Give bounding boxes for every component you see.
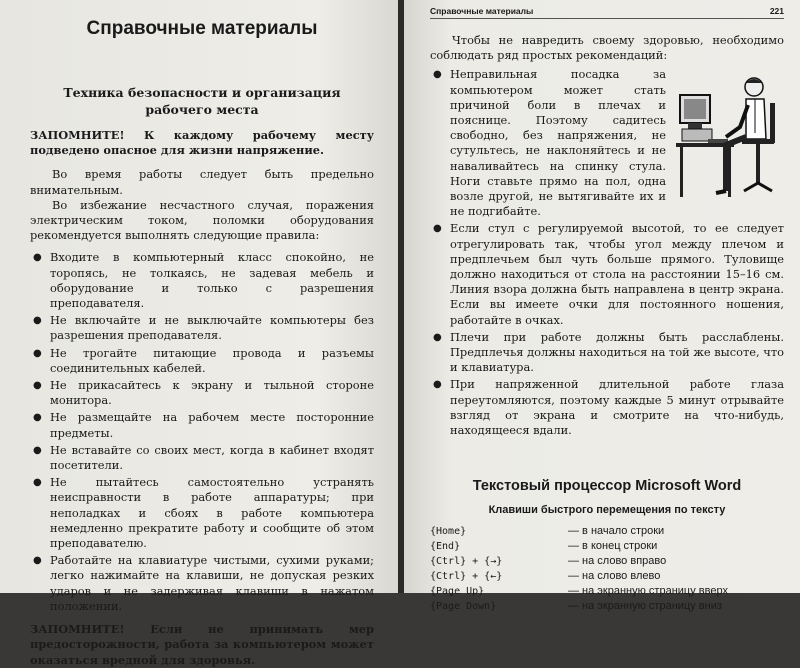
person-at-computer-icon	[674, 73, 784, 203]
running-head-title: Справочные материалы	[430, 6, 534, 16]
bullet-icon: ●	[433, 69, 442, 81]
shortcut-key: {Ctrl} + {→}	[430, 556, 503, 568]
bullet-icon: ●	[33, 315, 42, 327]
table-row	[430, 569, 728, 584]
list-item	[30, 553, 374, 614]
bullet-icon: ●	[33, 347, 42, 359]
list-item	[30, 378, 374, 408]
section-title-word: Текстовый процессор Microsoft Word	[472, 478, 742, 495]
health-tips-list	[430, 67, 784, 438]
list-item	[30, 346, 374, 376]
section-title-line-2: рабочего места	[145, 102, 259, 117]
bullet-icon: ●	[33, 477, 42, 489]
bullet-icon: ●	[33, 555, 42, 567]
remember-note-1: ЗАПОМНИТЕ! К каждому рабочему месту подведено опасное для жизни напряжение.	[30, 128, 374, 158]
list-item-text: При напряженной длительной работе глаза переутомляются, поэтому каждые 5 минут отрывайте взгляд от экрана и смотрите на что-нибудь, находящееся вдали.	[450, 377, 784, 438]
paragraph-attention: Во время работы следует быть предельно внимательным.	[30, 167, 374, 197]
bullet-icon: ●	[33, 412, 42, 424]
list-item	[30, 410, 374, 440]
shortcut-key: {Page Down}	[430, 601, 497, 613]
shortcut-table	[430, 524, 728, 614]
left-page	[0, 0, 398, 667]
shortcut-key: {Home}	[430, 526, 467, 538]
list-item-text: Работайте на клавиатуре чистыми, сухими руками; легко нажимайте на клавиши, не допуская резких ударов и не задерживая клавиши в нажатом положении.	[50, 553, 374, 613]
list-item-text: Если стул с регулируемой высотой, то ее следует отрегулировать так, чтобы угол между плечом и предплечьем был чуть больше прямого. Туловище должно находиться от стола на расстоянии 15–16 см. Линия взора должна быть направлена в центр экрана. Если вы имеете очки для постоянного ношения, работайте в очках.	[450, 221, 784, 327]
table-row	[430, 539, 728, 554]
list-item	[30, 443, 374, 473]
shortcut-description: — в начало строки	[568, 525, 665, 538]
shortcut-description: — на слово вправо	[568, 555, 667, 568]
bullet-icon: ●	[433, 223, 442, 235]
table-row	[430, 554, 728, 569]
remember-note-2: ЗАПОМНИТЕ! Если не принимать мер предосторожности, работа за компьютером может оказаться вредной для здоровья.	[30, 622, 374, 667]
list-item-text: Не включайте и не выключайте компьютеры без разрешения преподавателя.	[50, 313, 374, 343]
list-item-text: Входите в компьютерный класс спокойно, не торопясь, не толкаясь, не задевая мебель и оборудование и только с разрешения преподавателя.	[50, 250, 374, 311]
list-item	[430, 377, 784, 438]
bullet-icon: ●	[433, 379, 442, 391]
shortcut-description: — на экранную страницу вниз	[568, 600, 722, 613]
paragraph-health-intro: Чтобы не навредить своему здоровью, необходимо соблюдать ряд простых рекомендаций:	[430, 33, 784, 63]
bullet-icon: ●	[433, 331, 442, 343]
list-item	[30, 475, 374, 551]
list-item-text: Неправильная посадка за компьютером может стать причиной боли в плечах и пояснице. Поэтому садитесь свободно, без напряжения, не сутультесь, не наклоняйтесь и не наваливайтесь на спинку стула. Ноги ставьте прямо на пол, одна возле другой, не вытягивайте их и не подгибайте.	[450, 67, 666, 219]
shortcut-description: — на экранную страницу вверх	[568, 585, 728, 598]
shortcut-key: {Page Up}	[430, 586, 485, 598]
list-item-text: Не вставайте со своих мест, когда в кабинет входят посетители.	[50, 442, 374, 473]
shortcut-key: {Ctrl} + {←}	[430, 571, 503, 583]
page-number: 221	[769, 6, 784, 16]
shortcut-key: {End}	[430, 541, 461, 553]
running-head	[430, 6, 784, 19]
right-page	[404, 0, 800, 613]
section-title-safety	[30, 84, 374, 118]
safety-rules-list	[30, 250, 374, 614]
bullet-icon: ●	[33, 252, 42, 264]
table-row	[430, 584, 728, 599]
table-row	[430, 599, 728, 614]
list-item-text: Плечи при работе должны быть расслаблены. Предплечья должны находиться на той же высоте, что и клавиатура.	[450, 329, 784, 375]
list-item-text: Не размещайте на рабочем месте посторонние предметы.	[50, 410, 374, 440]
list-item	[30, 313, 374, 343]
table-row	[430, 524, 728, 539]
list-item	[430, 221, 784, 327]
paragraph-rules-intro: Во избежание несчастного случая, поражения электрическим током, поломки оборудования рекомендуется выполнять следующие правила:	[30, 197, 374, 243]
subsection-title-keys: Клавиши быстрого перемещения по тексту	[488, 504, 726, 517]
list-item-text: Не прикасайтесь к экрану и тыльной стороне монитора.	[50, 378, 374, 408]
list-item	[430, 67, 784, 219]
list-item-text: Не трогайте питающие провода и разъемы соединительных кабелей.	[50, 345, 374, 375]
bullet-icon: ●	[33, 444, 42, 456]
list-item-text: Не пытайтесь самостоятельно устранять неисправности в работе аппаратуры; при неполадках и сбоях в работе компьютера немедленно прекратите работу и сообщите об этом преподавателю.	[50, 475, 374, 551]
shortcut-description: — на слово влево	[568, 570, 661, 583]
bullet-icon: ●	[33, 380, 42, 392]
shortcut-description: — в конец строки	[568, 540, 658, 553]
page-title: Справочные материалы	[86, 18, 318, 39]
list-item	[430, 330, 784, 376]
list-item	[30, 250, 374, 311]
section-title-line-1: Техника безопасности и организация	[63, 85, 341, 100]
